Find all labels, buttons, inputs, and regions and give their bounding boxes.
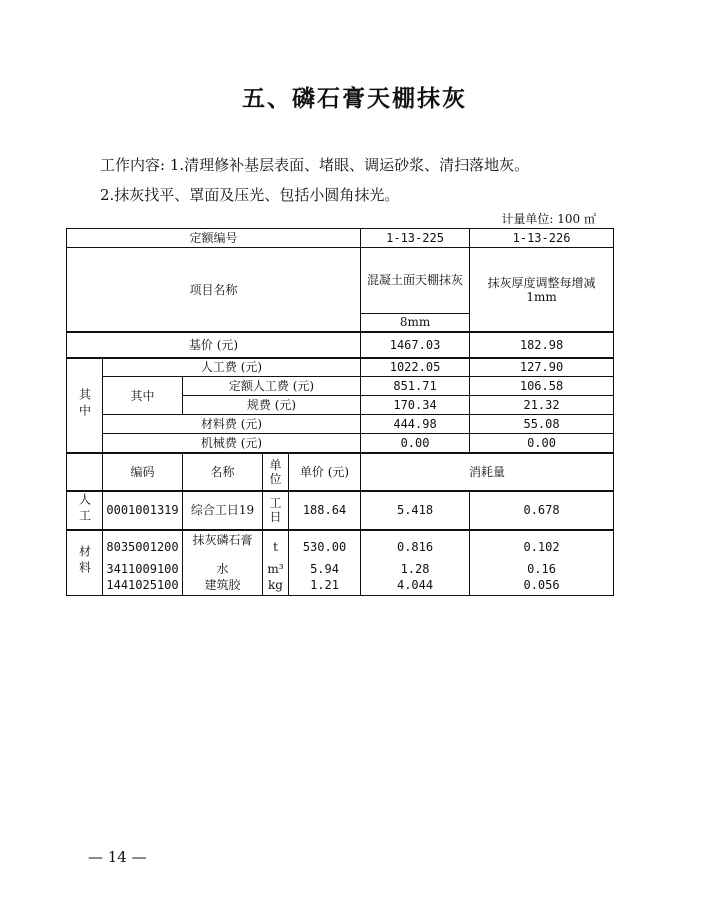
material-unit: kg — [268, 577, 283, 592]
work-content-line-1: 工作内容: 1.清理修补基层表面、堵眼、调运砂浆、清扫落地灰。 — [100, 156, 530, 174]
quota-labor-2: 106.58 — [470, 377, 614, 396]
base-price-1: 1467.03 — [361, 332, 470, 357]
material-q1-values — [361, 530, 470, 596]
header-name: 名称 — [183, 453, 263, 491]
fee-2: 21.32 — [470, 396, 614, 415]
material-q2: 0.16 — [527, 561, 556, 576]
material-cost-2: 55.08 — [470, 415, 614, 434]
qizhong-outer-text: 其中 — [77, 387, 92, 420]
quota-no-label: 定额编号 — [67, 229, 361, 248]
labor-group-text: 人工 — [77, 492, 92, 525]
header-unit: 单位 — [263, 453, 289, 491]
labor-q2: 0.678 — [470, 491, 614, 530]
material-q2: 0.102 — [523, 539, 560, 554]
material-q2: 0.056 — [523, 577, 560, 592]
fee-label: 规费 (元) — [183, 396, 361, 415]
material-code: 8035001200 — [106, 539, 179, 554]
material-code: 1441025100 — [106, 577, 179, 592]
quota-labor-1: 851.71 — [361, 377, 470, 396]
item-name-2: 抹灰厚度调整每增减1mm — [470, 248, 614, 333]
material-cost-label: 材料费 (元) — [103, 415, 361, 434]
material-units — [263, 530, 289, 596]
labor-cost-label: 人工费 (元) — [103, 358, 361, 377]
labor-code: 0001001319 — [103, 491, 183, 530]
base-price-label: 基价 (元) — [67, 332, 361, 357]
material-unit: m³ — [267, 561, 284, 576]
material-group-label — [67, 530, 103, 596]
quota-code-2: 1-13-226 — [470, 229, 614, 248]
header-code: 编码 — [103, 453, 183, 491]
labor-group-label — [67, 491, 103, 530]
item-name-1-thickness: 8mm — [361, 313, 470, 332]
header-blank — [67, 453, 103, 491]
labor-name: 综合工日19 — [183, 491, 263, 530]
labor-unit: 工日 — [263, 491, 289, 530]
material-price: 530.00 — [302, 539, 347, 554]
material-q2-values — [470, 530, 614, 596]
material-prices — [289, 530, 361, 596]
material-cost-1: 444.98 — [361, 415, 470, 434]
labor-q1: 5.418 — [361, 491, 470, 530]
material-q1: 1.28 — [400, 561, 430, 576]
work-content — [100, 150, 529, 210]
material-codes — [103, 530, 183, 596]
measurement-unit: 计量单位: 100 ㎡ — [501, 212, 596, 226]
material-code: 3411009100 — [106, 561, 179, 576]
material-price: 5.94 — [310, 561, 339, 576]
labor-cost-2: 127.90 — [470, 358, 614, 377]
header-consumption: 消耗量 — [361, 453, 614, 491]
page-number: — 14 — — [88, 848, 147, 866]
fee-1: 170.34 — [361, 396, 470, 415]
material-group-text: 材料 — [77, 545, 92, 578]
material-name: 水 — [216, 561, 229, 576]
material-name: 建筑胶 — [204, 577, 241, 592]
base-price-2: 182.98 — [470, 332, 614, 357]
material-q1: 0.816 — [396, 539, 434, 554]
labor-price: 188.64 — [289, 491, 361, 530]
qizhong-outer-label — [67, 358, 103, 453]
machine-cost-label: 机械费 (元) — [103, 434, 361, 453]
labor-cost-1: 1022.05 — [361, 358, 470, 377]
material-price: 1.21 — [310, 577, 339, 592]
machine-cost-1: 0.00 — [361, 434, 470, 453]
item-name-1: 混凝土面天棚抹灰 — [361, 248, 470, 314]
material-q1: 4.044 — [396, 577, 434, 592]
qizhong-inner-label: 其中 — [103, 377, 183, 415]
material-unit: t — [273, 539, 278, 554]
material-name: 抹灰磷石膏 — [192, 532, 253, 547]
quota-table — [66, 228, 614, 596]
quota-code-1: 1-13-225 — [361, 229, 470, 248]
material-names — [183, 530, 263, 596]
work-content-line-2: 2.抹灰找平、罩面及压光、包括小圆角抹光。 — [100, 186, 400, 204]
page-title: 五、磷石膏天棚抹灰 — [242, 86, 467, 112]
quota-labor-label: 定额人工费 (元) — [183, 377, 361, 396]
machine-cost-2: 0.00 — [470, 434, 614, 453]
item-name-label: 项目名称 — [67, 248, 361, 333]
header-price: 单价 (元) — [289, 453, 361, 491]
